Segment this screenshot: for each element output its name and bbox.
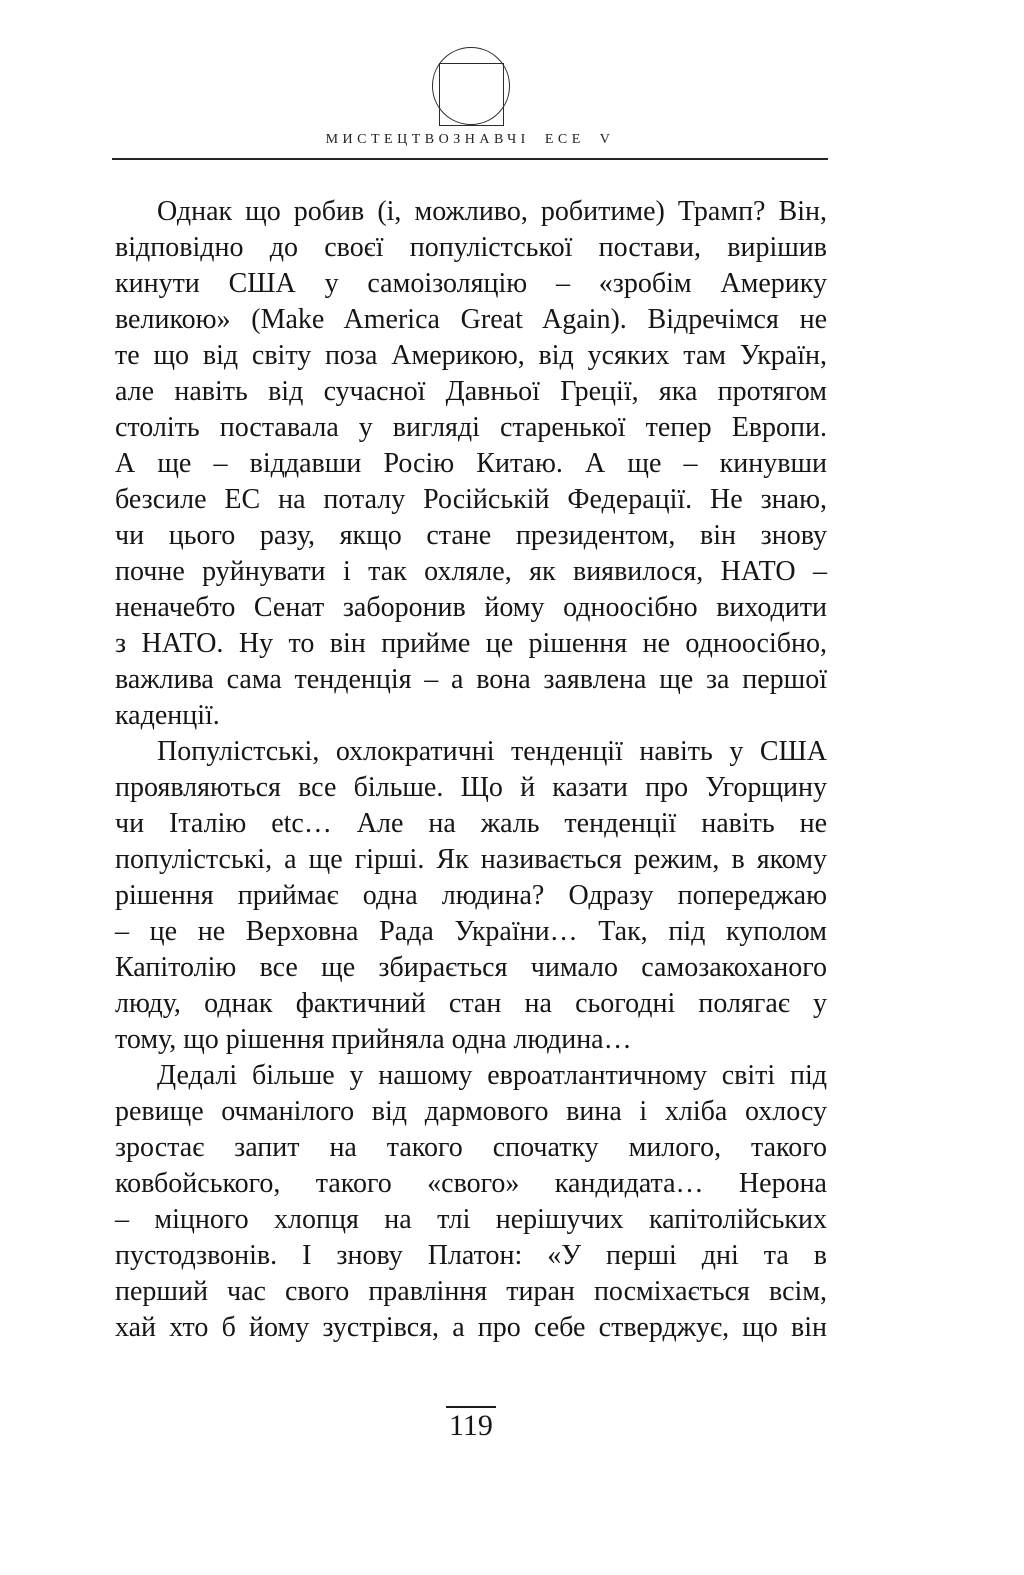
text-line: тому, що рішення прийняла одна людина… (115, 1024, 632, 1055)
text-line: кинути США у самоізоляцію – «зробім Америку (115, 268, 827, 299)
text-line: – міцного хлопця на тлі нерішучих капітолійських (115, 1204, 827, 1235)
text-line: хай хто б йому зустрівся, а про себе стверджує, що він (115, 1312, 827, 1343)
text-line: неначебто Сенат заборонив йому одноосібно виходити (115, 592, 827, 623)
text-line: Капітолію все ще збирається чимало самозакоханого (115, 952, 827, 983)
text-line: Дедалі більше у нашому евроатлантичному світі під (157, 1060, 827, 1091)
text-line: ковбойського, такого «свого» кандидата… Нерона (115, 1168, 827, 1199)
text-line: але навіть від сучасної Давньої Греції, яка протягом (115, 376, 827, 407)
page-number: 119 (446, 1406, 496, 1443)
text-line: пустодзвонів. І знову Платон: «У перші дні та в (115, 1240, 827, 1271)
header-rule (112, 158, 828, 160)
text-line: Однак що робив (і, можливо, робитиме) Трамп? Він, (157, 196, 827, 227)
text-line: століть поставала у вигляді старенької тепер Европи. (115, 412, 827, 443)
text-line: те що від світу поза Америкою, від усяких там Україн, (115, 340, 827, 371)
text-line: каденції. (115, 700, 220, 731)
text-line: перший час свого правління тиран посміхається всім, (115, 1276, 827, 1307)
circle-square-emblem-icon (432, 47, 512, 129)
text-line: Популістські, охлократичні тенденції навіть у США (157, 736, 827, 767)
text-line: ревище очманілого від дармового вина і хліба охлосу (115, 1096, 827, 1127)
text-line: люду, однак фактичний стан на сьогодні полягає у (115, 988, 827, 1019)
text-line: А ще – віддавши Росію Китаю. А ще – кинувши (115, 448, 827, 479)
text-line: чи цього разу, якщо стане президентом, він знову (115, 520, 827, 551)
text-line: безсиле ЕС на поталу Російській Федерації. Не знаю, (115, 484, 827, 515)
text-line: важлива сама тенденція – а вона заявлена ще за першої (115, 664, 827, 695)
text-line: рішення приймає одна людина? Одразу попереджаю (115, 880, 827, 911)
text-line: почне руйнувати і так охляле, як виявилося, НАТО – (115, 556, 827, 587)
emblem-square-icon (439, 63, 504, 126)
text-line: відповідно до своєї популістської постави, вирішив (115, 232, 827, 263)
running-head-title: МИСТЕЦТВОЗНАВЧІ ЕСЕ V (325, 132, 615, 147)
text-line: з НАТО. Ну то він прийме це рішення не одноосібно, (115, 628, 827, 659)
text-line: популістські, а ще гірші. Як називається режим, в якому (115, 844, 827, 875)
text-line: чи Італію etc… Але на жаль тенденції навіть не (115, 808, 827, 839)
text-line: зростає запит на такого спочатку милого, такого (115, 1132, 827, 1163)
body-text (115, 194, 827, 1346)
text-line: – це не Верховна Рада України… Так, під куполом (115, 916, 827, 947)
text-line: великою» (Make America Great Again). Відречімся не (115, 304, 827, 335)
text-line: проявляються все більше. Що й казати про Угорщину (115, 772, 827, 803)
footer (115, 1406, 827, 1443)
